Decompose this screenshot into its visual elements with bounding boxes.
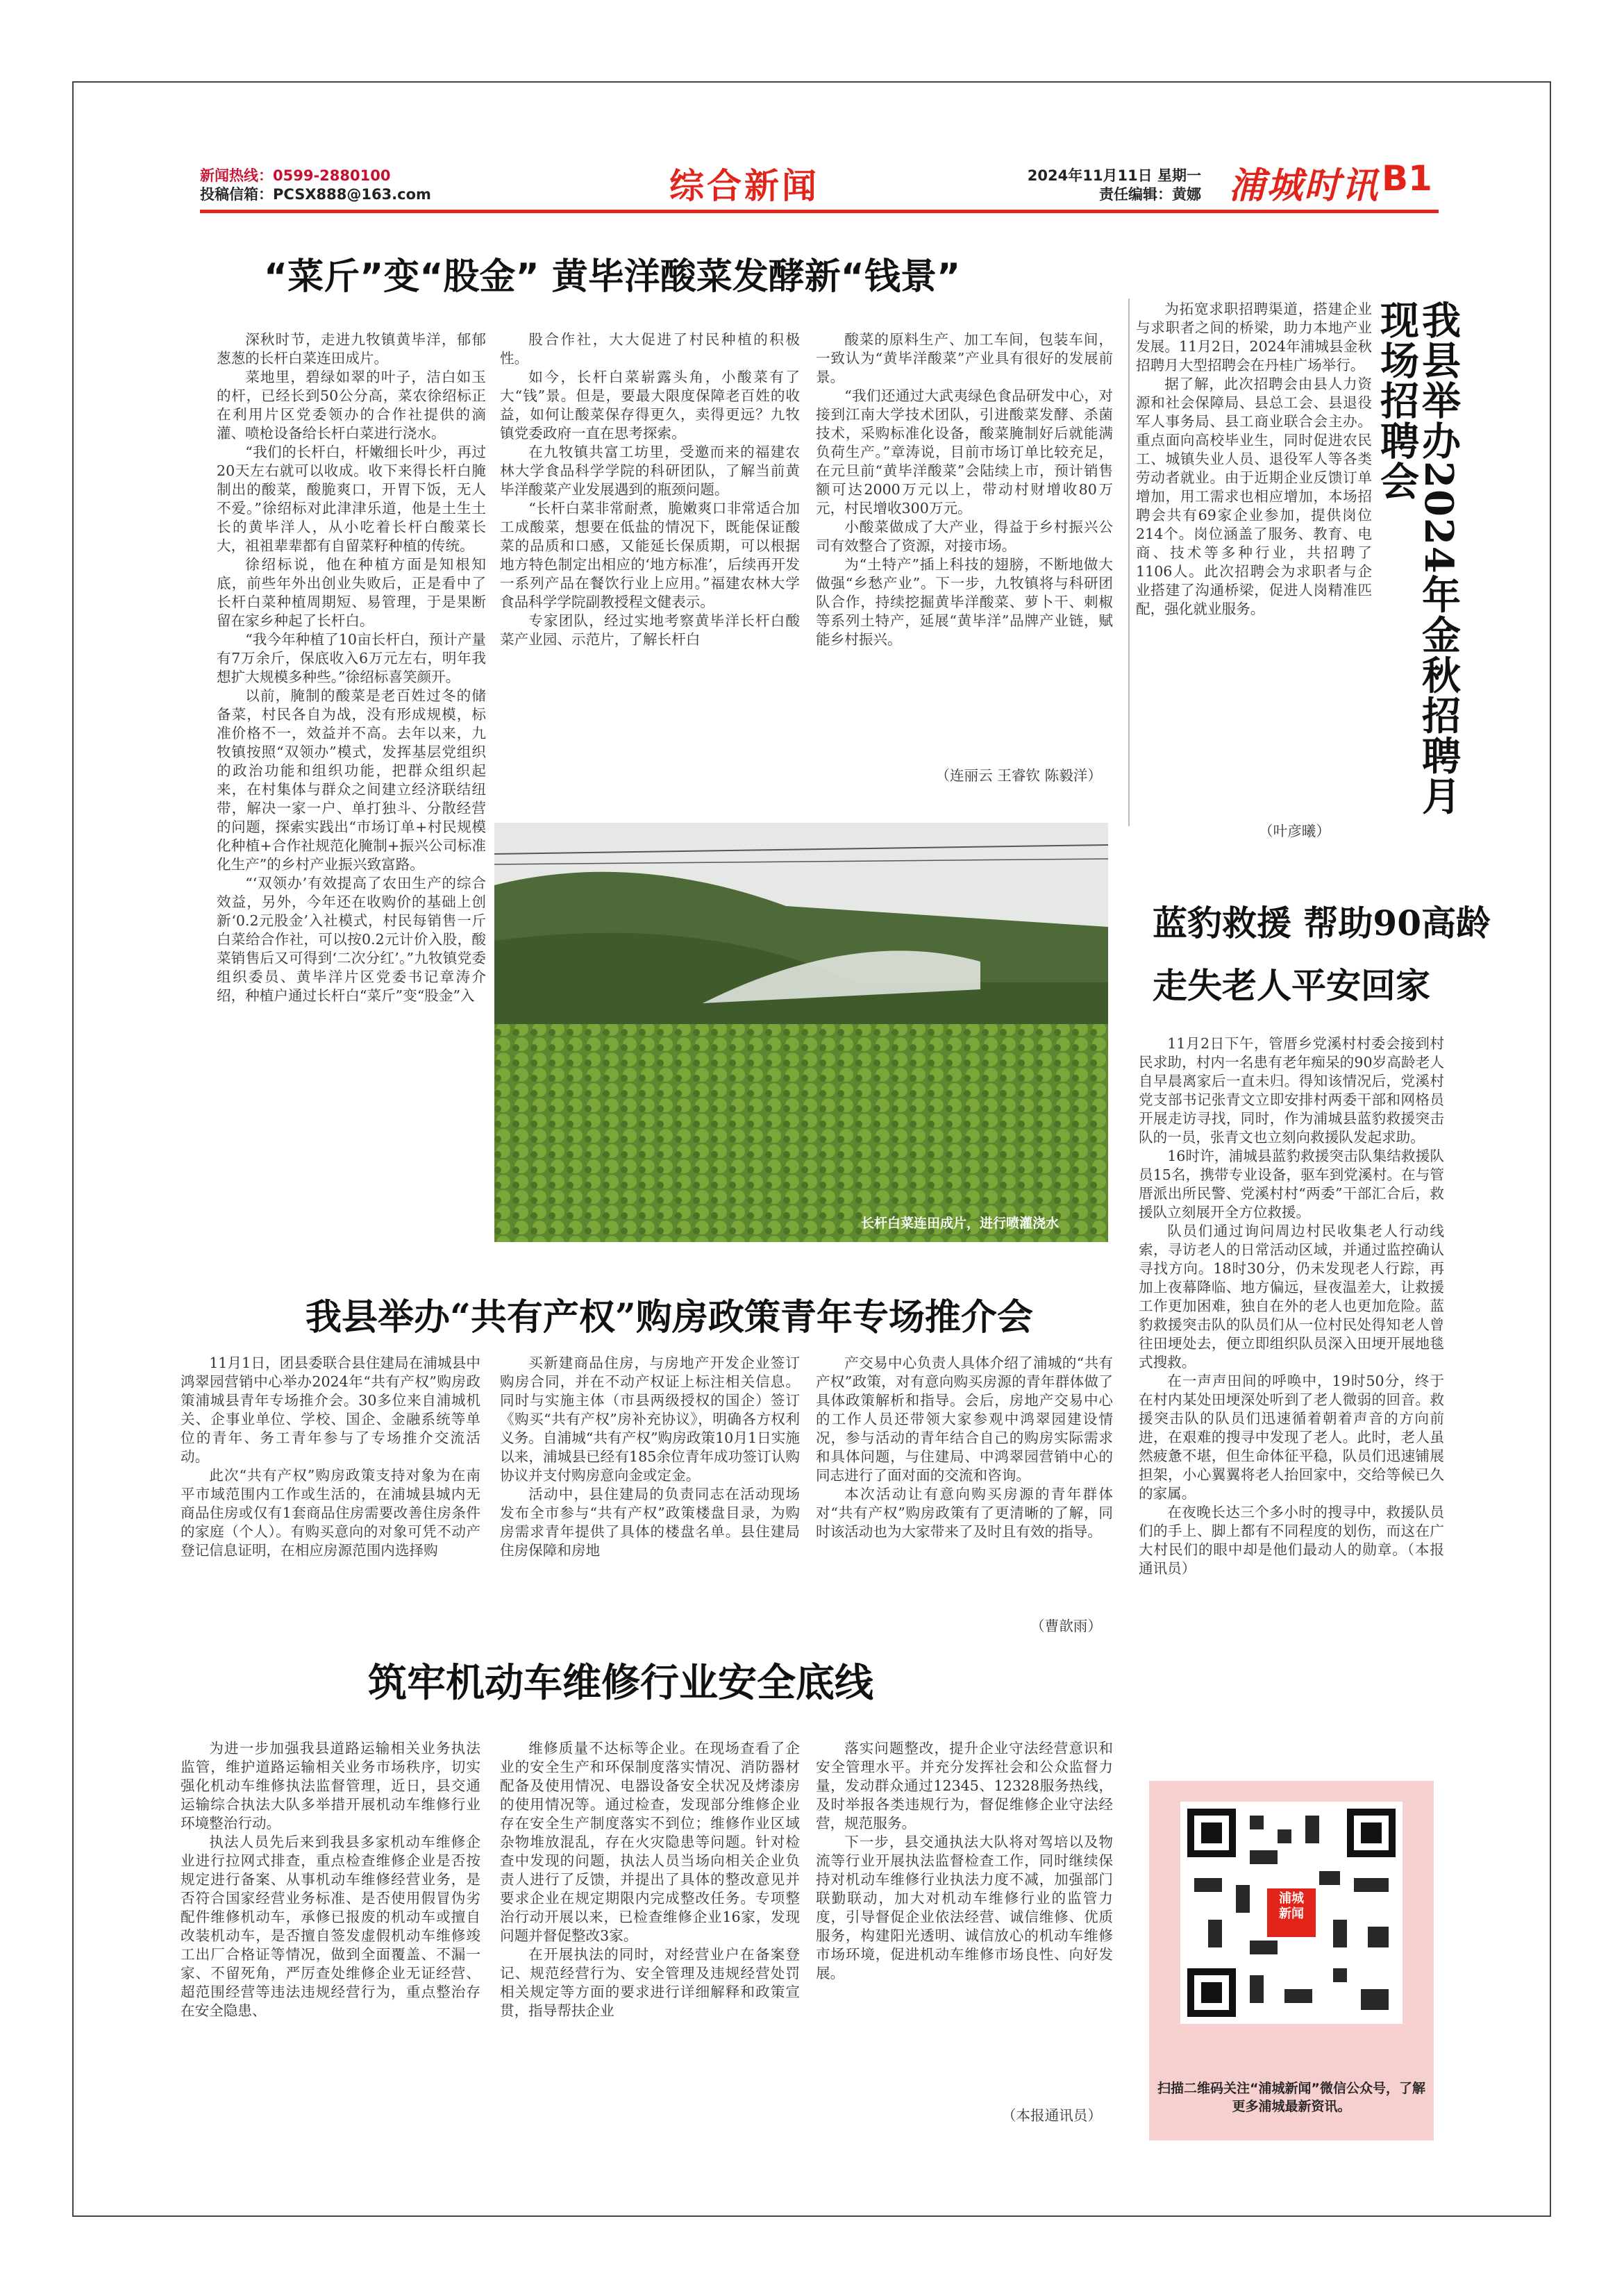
paragraph: 落实问题整改，提升企业守法经营意识和安全管理水平。并充分发挥社会和公众监督力量，发动群众通过12345、12328服务热线，及时举报各类违规行为，督促维修企业守法经营，规范服务。: [816, 1740, 1113, 1832]
header-rule: [200, 210, 1439, 213]
a2-byline: （叶彦曦）: [1259, 823, 1330, 839]
paragraph: 队员们通过询问周边村民收集老人行动线索，寻访老人的日常活动区域，并通过监控确认寻找方向。18时30分，仍未发现老人行踪，再加上夜幕降临、地方偏远，昼夜温差大，让救援工作更加困难，独自在外的老人也更加危险。蓝豹救援突击队的队员们从一位村民处得知老人曾往田埂处去，便立即组织队员深入田埂开展地毯式搜救。: [1139, 1223, 1444, 1371]
paragraph: 在开展执法的同时，对经营业户在备案登记、规范经营行为、安全管理及违规经营处罚相关规定等方面的要求进行详细解释和政策宣贯，指导帮扶企业: [500, 1946, 800, 2019]
paragraph: 徐绍标说，他在种植方面是知根知底，前些年外出创业失败后，正是看中了长杆白菜种植周期短、易管理，于是果断留在家乡种起了长杆白。: [217, 556, 486, 629]
paragraph: 酸菜的原料生产、加工车间，包装车间，一致认为“黄毕洋酸菜”产业具有很好的发展前景。: [816, 331, 1113, 385]
photo-caption: 长杆白菜连田成片，进行喷灌浇水: [861, 1216, 1060, 1231]
paragraph: “我今年种植了10亩长杆白，预计产量有7万余斤，保底收入6万元左右，明年我想扩大规模多种些。”徐绍标喜笑颜开。: [217, 631, 486, 685]
a4-byline: （曹歆雨）: [1030, 1618, 1102, 1634]
paragraph: 菜地里，碧绿如翠的叶子，洁白如玉的杆，已经长到50公分高，菜农徐绍标正在利用片区党委领办的合作社提供的滴灌、喷枪设备给长杆白菜进行浇水。: [217, 369, 486, 442]
a1-col3: [816, 330, 1113, 649]
paragraph: 16时许，浦城县蓝豹救援突击队集结救援队员15名，携带专业设备，驱车到党溪村。在与管厝派出所民警、党溪村村“两委”干部汇合后，救援队立刻展开全方位救援。: [1139, 1148, 1444, 1221]
a5-byline: （本报通讯员）: [1001, 2107, 1102, 2124]
paragraph: 在九牧镇共富工坊里，受邀而来的福建农林大学食品科学学院的科研团队，了解当前黄毕洋酸菜产业发展遇到的瓶颈问题。: [500, 444, 800, 498]
headline-a1: “菜斤”变“股金” 黄毕洋酸菜发酵新“钱景”: [264, 256, 961, 298]
paragraph: 专家团队，经过实地考察黄毕洋长杆白酸菜产业园、示范片，了解长杆白: [500, 612, 800, 648]
a1-col1: [217, 330, 486, 1005]
column-divider: [1128, 299, 1130, 826]
paragraph: 11月1日，团县委联合县住建局在浦城县中鸿翠园营销中心举办2024年“共有产权”购房政策浦城县青年专场推介会。30多位来自浦城机关、企事业单位、学校、国企、金融系统等单位的青年、务工青年参与了专场推介交流活动。: [181, 1355, 480, 1465]
a3-body: [1139, 1034, 1444, 1578]
paragraph: 11月2日下午，管厝乡党溪村村委会接到村民求助，村内一名患有老年痴呆的90岁高龄老人自早晨离家后一直未归。得知该情况后，党溪村党支部书记张青文立即安排村两委干部和网格员开展走访寻找，同时，作为浦城县蓝豹救援突击队的一员，张青文也立刻向救援队发起求助。: [1139, 1035, 1444, 1146]
paragraph: “长杆白菜非常耐煮，脆嫩爽口非常适合加工成酸菜，想要在低盐的情况下，既能保证酸菜的品质和口感，又能延长保质期，可以根据地方特色制定出相应的‘地方标准’，后续再开发一系列产品在餐饮行业上应用。”福建农林大学食品科学学院副教授程文健表示。: [500, 500, 800, 610]
paragraph: 在夜晚长达三个多小时的搜寻中，救援队员们的手上、脚上都有不同程度的划伤，而这在广大村民们的眼中却是他们最动人的勋章。（本报通讯员）: [1139, 1504, 1444, 1577]
paragraph: 此次“共有产权”购房政策支持对象为在南平市域范围内工作或生活的，在浦城县城内无商品住房或仅有1套商品住房需要改善住房条件的家庭（个人）。有购买意向的对象可凭不动产登记信息证明，在相应房源范围内选择购: [181, 1467, 480, 1559]
paragraph: 小酸菜做成了大产业，得益于乡村振兴公司有效整合了资源，对接市场。: [816, 519, 1113, 554]
paragraph: 据了解，此次招聘会由县人力资源和社会保障局、县总工会、县退役军人事务局、县工商业联合会主办。重点面向高校毕业生，同时促进农民工、城镇失业人员、退役军人等各类劳动者就业。由于近期企业反馈订单增加，用工需求也相应增加，本场招聘会共有69家企业参加，提供岗位214个。岗位涵盖了服务、教育、电商、技术等多种行业，共招聘了1106人。此次招聘会为求职者与企业搭建了沟通桥梁，促进人岗精准匹配，强化就业服务。: [1136, 376, 1372, 617]
a4-col1: [181, 1354, 480, 1560]
paragraph: 股合作社，大大促进了村民种植的积极性。: [500, 331, 800, 367]
paragraph: “‘双领办’有效提高了农田生产的综合效益，另外，今年还在收购价的基础上创新‘0.2元股金’入社模式，村民每销售一斤白菜给合作社，可以按0.2元计价入股，酸菜销售后又可得到‘二次分红’。”九牧镇党委组织委员、黄毕洋片区党委书记章涛介绍，种植户通过长杆白“菜斤”变“股金”入: [217, 875, 486, 1004]
cabbage-field-illustration: [494, 823, 1108, 1242]
section-title: 综合新闻: [669, 166, 819, 206]
paragraph: 产交易中心负责人具体介绍了浦城的“共有产权”政策，对有意向购买房源的青年群体做了具体政策解析和指导。会后，房地产交易中心的工作人员还带领大家参观中鸿翠园建设情况，参与活动的青年结合自己的购房实际需求和具体问题，与住建局、中鸿翠园营销中心的同志进行了面对面的交流和咨询。: [816, 1355, 1113, 1484]
paragraph: 为拓宽求职招聘渠道，搭建企业与求职者之间的桥梁，助力本地产业发展。11月2日，2024年浦城县金秋招聘月大型招聘会在丹桂广场举行。: [1136, 301, 1372, 374]
a5-col1: [181, 1739, 480, 2020]
paper-logo: 浦城时讯: [1229, 165, 1380, 207]
a5-col2: [500, 1739, 800, 2020]
header-contact: 新闻热线：0599-2880100 投稿信箱：PCSX888@163.com: [200, 167, 431, 203]
paragraph: 维修质量不达标等企业。在现场查看了企业的安全生产和环保制度落实情况、消防器材配备及使用情况、电器设备安全状况及烤漆房的使用情况等。通过检查，发现部分维修企业存在安全生产制度落实不到位；维修作业区域杂物堆放混乱，存在火灾隐患等问题。针对检查中发现的问题，执法人员当场向相关企业负责人进行了反馈，并提出了具体的整改意见并要求企业在规定期限内完成整改任务。专项整治行动开展以来，已检查维修企业16家，发现问题并督促整改3家。: [500, 1740, 800, 1944]
paragraph: 买新建商品住房，与房地产开发企业签订购房合同，并在不动产权证上标注相关信息。同时与实施主体（市县两级授权的国企）签订《购买“共有产权”房补充协议》，明确各方权利义务。自浦城“共有产权”购房政策10月1日实施以来，浦城县已经有185余位青年成功签订认购协议并支付购房意向金或定金。: [500, 1355, 800, 1484]
paragraph: 深秋时节，走进九牧镇黄毕洋，郁郁葱葱的长杆白菜连田成片。: [217, 331, 486, 367]
paragraph: 为“土特产”插上科技的翅膀，不断地做大做强“乡愁产业”。下一步，九牧镇将与科研团队合作，持续挖掘黄毕洋酸菜、萝卜干、刺椒等系列土特产，延展“黄毕洋”品牌产业链，赋能乡村振兴。: [816, 556, 1113, 648]
a5-col3: [816, 1739, 1113, 1983]
headline-a2: 我县举办2024年金秋招聘月现场招聘会: [1374, 300, 1462, 816]
paragraph: 活动中，县住建局的负责同志在活动现场发布全市参与“共有产权”政策楼盘目录，为购房需求青年提供了具体的楼盘名单。县住建局住房保障和房地: [500, 1486, 800, 1559]
paragraph: 为进一步加强我县道路运输相关业务执法监管，维护道路运输相关业务市场秩序，切实强化机动车维修执法监督管理，近日，县交通运输综合执法大队多举措开展机动车维修行业环境整治行动。: [181, 1740, 480, 1832]
paragraph: 下一步，县交通执法大队将对驾培以及物流等行业开展执法监督检查工作，同时继续保持对机动车维修行业执法力度不减，加强部门联勤联动，加大对机动车维修行业的监管力度，引导督促企业依法经营、诚信维修、优质服务，构建阳光透明、诚信放心的机动车维修市场环境，促进机动车维修市场良性、向好发展。: [816, 1834, 1113, 1981]
cabbage-field-photo: [494, 823, 1108, 1242]
a1-col2: [500, 330, 800, 649]
headline-a3-line2: 走失老人平安回家: [1153, 965, 1430, 1006]
page-number: B1: [1382, 158, 1432, 199]
qr-caption: 扫描二维码关注“浦城新闻”微信公众号，了解更多浦城最新资讯。: [1157, 2081, 1425, 2114]
headline-a5: 筑牢机动车维修行业安全底线: [368, 1660, 873, 1706]
headline-a4: 我县举办“共有产权”购房政策青年专场推介会: [305, 1296, 1033, 1339]
a2-body: [1136, 300, 1372, 619]
paragraph: 执法人员先后来到我县多家机动车维修企业进行拉网式排查，重点检查维修企业是否按规定进行备案、从事机动车维修经营业务，是否符合国家经营业务标准、是否使用假冒伪劣配件维修机动车，承修已报废的机动车或擅自改装机动车，是否擅自签发虚假机动车维修竣工出厂合格证等情况，做到全面覆盖、不漏一家、不留死角，严厉查处维修企业无证经营、超范围经营等违法违规经营行为，重点整治存在安全隐患、: [181, 1834, 480, 2019]
header-date: 2024年11月11日 星期一 责任编辑：黄娜: [1027, 167, 1201, 203]
a4-col3: [816, 1354, 1113, 1541]
paragraph: “我们还通过大武夷绿色食品研发中心，对接到江南大学技术团队，引进酸菜发酵、杀菌技术，采购标准化设备，酸菜腌制好后就能满负荷生产。”章涛说，目前市场订单比较充足，在元旦前“黄毕洋酸菜”会陆续上市，预计销售额可达2000万元以上，带动村财增收80万元，村民增收300万元。: [816, 387, 1113, 517]
a4-col2: [500, 1354, 800, 1560]
paragraph: 在一声声田间的呼唤中，19时50分，终于在村内某处田埂深处听到了老人微弱的回音。救援突击队的队员们迅速循着朝着声音的方向前进，在艰难的搜寻中发现了老人。此时，老人虽然疲惫不堪，但生命体征平稳，队员们迅速铺展担架，小心翼翼将老人抬回家中，交给等候已久的家属。: [1139, 1373, 1444, 1502]
qr-logo: 浦城新闻: [1279, 1891, 1304, 1921]
paragraph: 本次活动让有意向购买房源的青年群体对“共有产权”购房政策有了更清晰的了解，同时该活动也为大家带来了及时且有效的指导。: [816, 1486, 1113, 1540]
headline-a3-line1: 蓝豹救援 帮助90高龄: [1153, 903, 1491, 944]
paragraph: 如今，长杆白菜崭露头角，小酸菜有了大“钱”景。但是，要最大限度保障老百姓的收益，如何让酸菜保存得更久，卖得更远？九牧镇党委政府一直在思考探索。: [500, 369, 800, 442]
paragraph: 以前，腌制的酸菜是老百姓过冬的储备菜，村民各自为战，没有形成规模，标准价格不一，效益并不高。去年以来，九牧镇按照“双领办”模式，发挥基层党组织的政治功能和组织功能，把群众组织起来，在村集体与群众之间建立经济联结纽带，解决一家一户、单打独斗、分散经营的问题，探索实践出“市场订单+村民规模化种植+合作社规范化腌制+振兴公司标准化生产”的乡村产业振兴致富路。: [217, 687, 486, 873]
a1-byline: （连丽云 王睿钦 陈毅洋）: [935, 767, 1102, 784]
paragraph: “我们的长杆白，杆嫩细长叶少，再过20天左右就可以收成。收下来得长杆白腌制出的酸菜，酸脆爽口，开胃下饭，无人不爱。”徐绍标对此津津乐道，他是土生土长的黄毕洋人，从小吃着长杆白酸菜长大，祖祖辈辈都有自留菜籽种植的传统。: [217, 444, 486, 554]
